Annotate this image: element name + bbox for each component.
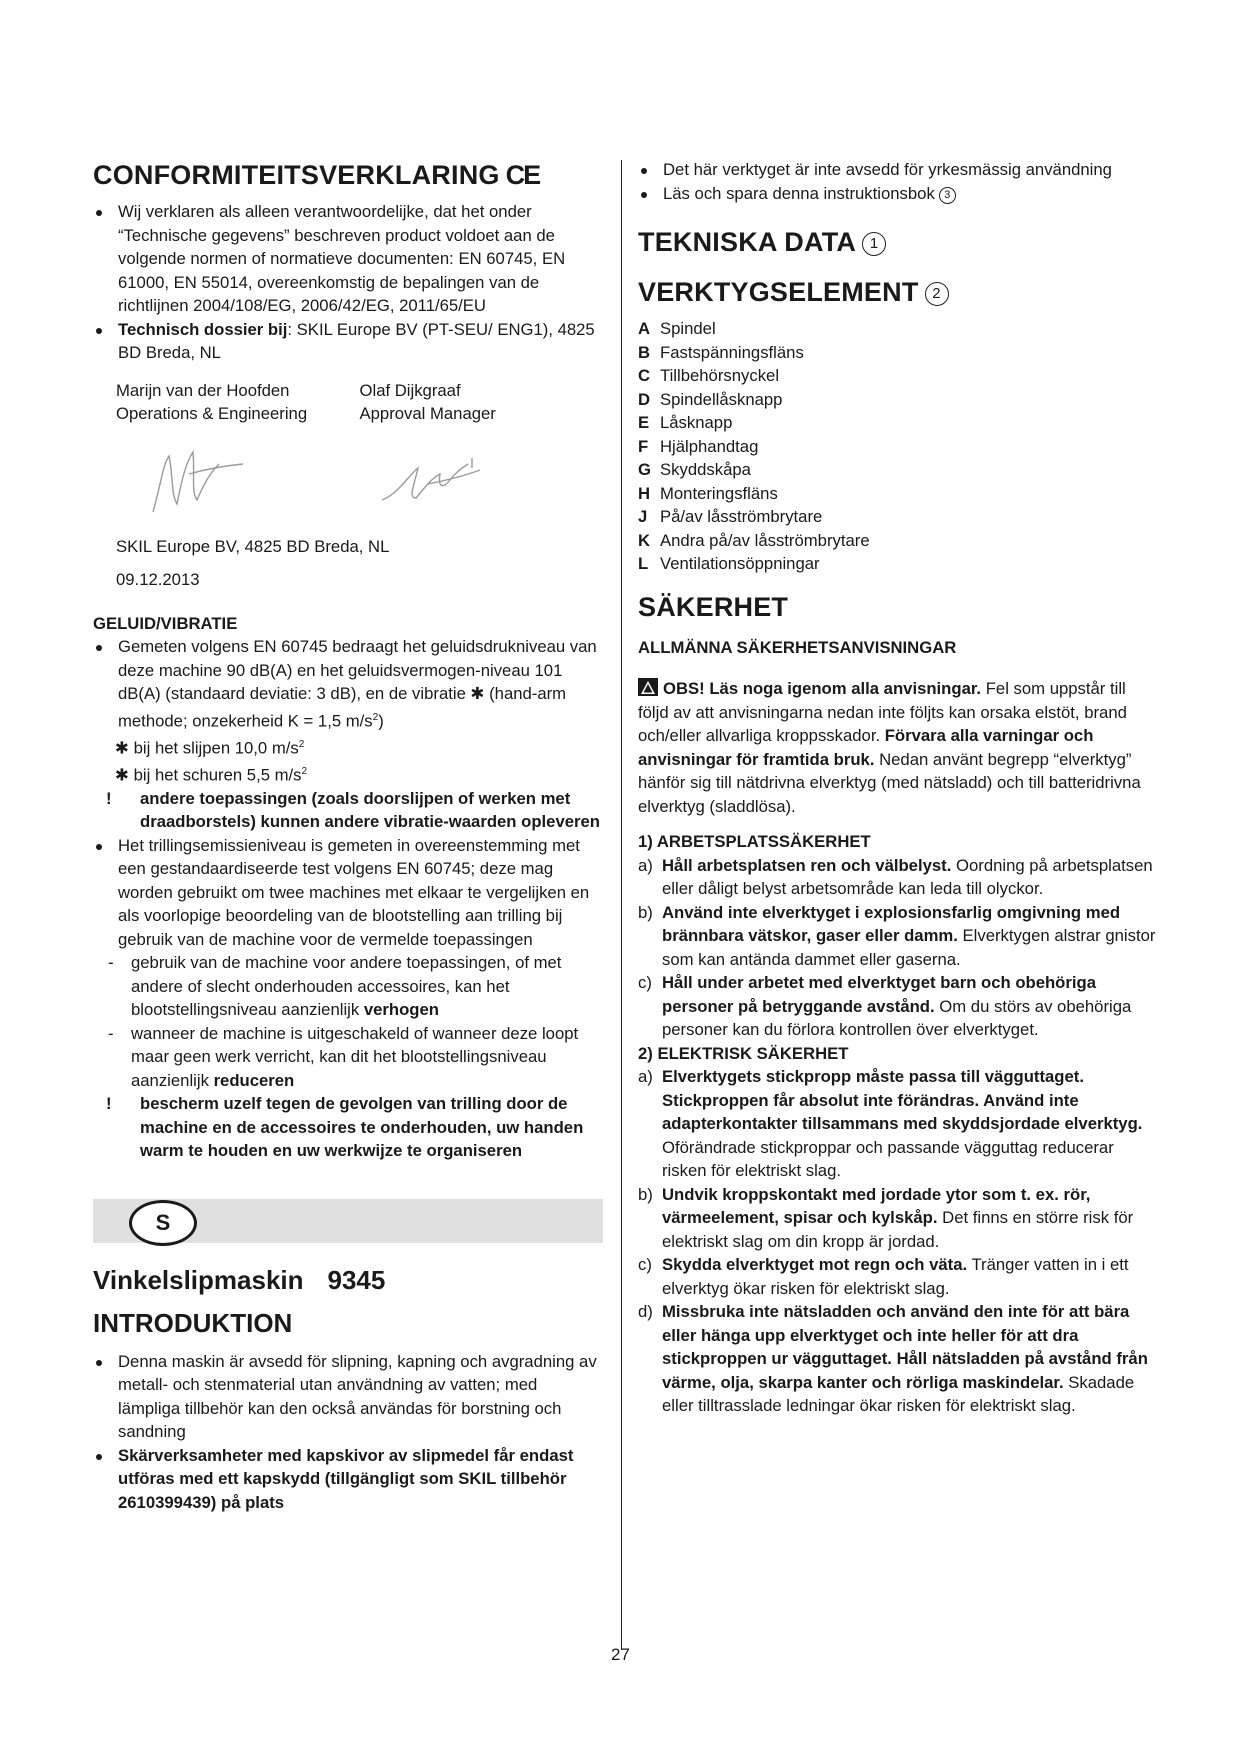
right-column <box>638 158 1158 1418</box>
intro-title: INTRODUKTION <box>93 1307 293 1338</box>
elec-item-c: c) Skydda elverktyget mot regn och väta. Tränger vatten in i ett elverktyg ökar risken för elektriskt slag. <box>638 1255 1129 1298</box>
list-item: G Skyddskåpa <box>638 460 751 479</box>
vibration-warning: ! andere toepassingen (zoals doorslijpen of werken met draadborstels) kunnen andere vibratie-waarden opleveren <box>106 788 600 832</box>
not-professional: Det här verktyget är inte avsedd för yrkesmässig användning <box>663 160 1112 179</box>
elec-item-d: d) Missbruka inte nätsladden och använd den inte för att bära eller hänga upp elverktyget och inte heller för att dra stickproppen ur vägguttaget. Håll nätsladden på avstånd från värme, olja, skarpa kanter och rörliga maskindelar. Skadade eller tilltrasslade ledningar ökar risken för elektriskt slag. <box>638 1302 1148 1415</box>
general-warning: OBS! Läs noga igenom alla anvisningar. Fel som uppstår till följd av att anvisningarna nedan inte följts kan orsaka elstöt, brand och/eller allvarliga kroppsskador. Förvara alla varningar och anvisningar för framtida bruk. Nedan använt begrepp “elverktyg” hänför sig till nätdrivna elverktyg (med nätsladd) och till batteridrivna elverktyg (sladdlösa). <box>638 679 1141 816</box>
vibration-protection: ! bescherm uzelf tegen de gevolgen van trilling door de machine en de accessoires te onderhouden, uw handen warm te houden en uw werkwijze te organiseren <box>106 1094 584 1161</box>
work-safety-title: 1) ARBETSPLATSSÄKERHET <box>638 832 871 851</box>
signatures <box>93 434 603 529</box>
declaration-title: CONFORMITEITSVERKLARING CE <box>93 160 540 190</box>
element-list <box>638 317 1158 576</box>
tech-data-title: TEKNISKA DATA 1 <box>638 225 1158 259</box>
read-manual: Läs och spara denna instruktionsbok 3 <box>638 182 1158 206</box>
signer1-role: Operations & Engineering <box>116 404 308 423</box>
product-title: Vinkelslipmaskin 9345 <box>93 1264 386 1295</box>
list-item: L Ventilationsöppningar <box>638 554 820 573</box>
list-item: E Låsknapp <box>638 413 733 432</box>
company-address: SKIL Europe BV, 4825 BD Breda, NL <box>116 536 390 556</box>
declaration-text: Wij verklaren als alleen verantwoordelijke, dat het onder “Technische gegevens” beschreven product voldoet aan de volgende normen of normatieve documenten: EN 60745, EN 61000, EN 55014, overeenkomstig de bepalingen van de richtlijnen 2004/108/EG, 2006/42/EG, 2011/65/EU <box>118 202 566 315</box>
list-item: J På/av låsströmbrytare <box>638 507 823 526</box>
work-item-a: a) Håll arbetsplatsen ren och välbelyst. Oordning på arbetsplatsen eller dåligt belyst arbetsområde kan leda till olyckor. <box>638 855 1153 898</box>
signer2-name: Olaf Dijkgraaf <box>359 380 461 400</box>
elec-item-a: a) Elverktygets stickpropp måste passa till vägguttaget. Stickproppen får absolut inte förändras. Använd inte adapterkontakter tillsammans med skyddsjordade elverktyg. Oförändrade stickproppar och passande vägguttag reducerar risken för elektriskt slag. <box>638 1067 1143 1180</box>
declaration-date: 09.12.2013 <box>116 570 200 589</box>
technical-dossier: Technisch dossier bij: SKIL Europe BV (PT-SEU/ ENG1), 4825 BD Breda, NL <box>118 319 595 362</box>
electrical-safety-title: 2) ELEKTRISK SÄKERHET <box>638 1043 849 1063</box>
signature-2 <box>368 434 603 524</box>
list-item: C Tillbehörsnyckel <box>638 366 780 385</box>
list-item: H Monteringsfläns <box>638 483 778 503</box>
signature-1 <box>133 434 368 524</box>
vibration-level-text: Het trillingsemissieniveau is gemeten in overeenstemming met een gestandaardiseerde test volgens EN 60745; deze mag worden gebruikt om twee machines met elkaar te vergelijken en als voorlopige beoordeling van de blootstelling aan trilling bij gebruik van de machine voor de vermelde toepassingen <box>118 835 590 949</box>
noise-text: Gemeten volgens EN 60745 bedraagt het geluidsdrukniveau van deze machine 90 dB(A) en het geluidsvermogen-niveau 101 dB(A) (standaard deviatie: 3 dB), en de vibratie ✱ (hand-arm methode; onzekerheid K = 1,5 $m/s^2$) <box>118 637 597 731</box>
list-item: A Spindel <box>638 319 716 338</box>
signer2-role: Approval Manager <box>359 404 496 423</box>
noise-title: GELUID/VIBRATIE <box>93 613 238 633</box>
vibration-sanding: ✱ bij het schuren 5,5 $m/s^2$ <box>115 765 308 785</box>
work-item-b: b) Använd inte elverktyget i explosionsfarlig omgivning med brännbara vätskor, gaser eller damm. Elverktygen alstrar gnistor som kan antända dammet eller gaserna. <box>638 902 1156 969</box>
ce-mark: CE <box>505 160 540 190</box>
signatories <box>93 379 603 426</box>
general-safety-title: ALLMÄNNA SÄKERHETSANVISNINGAR <box>638 637 957 657</box>
vibration-reduce: - wanneer de machine is uitgeschakeld of wanneer deze loopt maar geen werk verricht, kan dit het blootstellingsniveau aanzienlijk reduceren <box>108 1023 579 1090</box>
intro-text: Denna maskin är avsedd för slipning, kapning och avgradning av metall- och stenmaterial utan användning av vatten; med lämpliga tillbehör kan den också användas för borstning och sandning <box>118 1351 597 1442</box>
page-number: 27 <box>611 1645 630 1664</box>
warning-icon <box>638 678 658 696</box>
vibration-grinding: ✱ bij het slijpen 10,0 $m/s^2$ <box>115 738 305 758</box>
list-item: F Hjälphandtag <box>638 436 759 456</box>
language-badge: S <box>129 1200 197 1246</box>
vibration-increase: - gebruik van de machine voor andere toepassingen, of met andere of slecht onderhouden accessoires, kan het blootstellingsniveau aanzienlijk verhogen <box>108 953 562 1020</box>
safety-title: SÄKERHET <box>638 591 789 622</box>
work-item-c: c) Håll under arbetet med elverktyget barn och obehöriga personer på betryggande avstånd. Om du störs av obehöriga personer kan du förlora kontrollen över elverktyget. <box>638 973 1132 1039</box>
list-item: D Spindellåsknapp <box>638 389 783 409</box>
column-divider <box>621 160 622 1650</box>
tool-elements-title: VERKTYGSELEMENT 2 <box>638 275 1158 309</box>
signer1-name: Marijn van der Hoofden <box>116 380 290 400</box>
elec-item-b: b) Undvik kroppskontakt med jordade ytor som t. ex. rör, värmeelement, spisar och kylskåp. Det finns en större risk för elektriskt slag om din kropp är jordad. <box>638 1184 1134 1251</box>
language-banner <box>93 1199 603 1243</box>
intro-cutting: Skärverksamheter med kapskivor av slipmedel får endast utföras med ett kapskydd (tillgängligt som SKIL tillbehör 2610399439) på plats <box>118 1445 574 1512</box>
left-column <box>93 158 603 1514</box>
list-item: B Fastspänningsfläns <box>638 342 804 362</box>
list-item: K Andra på/av låsströmbrytare <box>638 530 870 550</box>
